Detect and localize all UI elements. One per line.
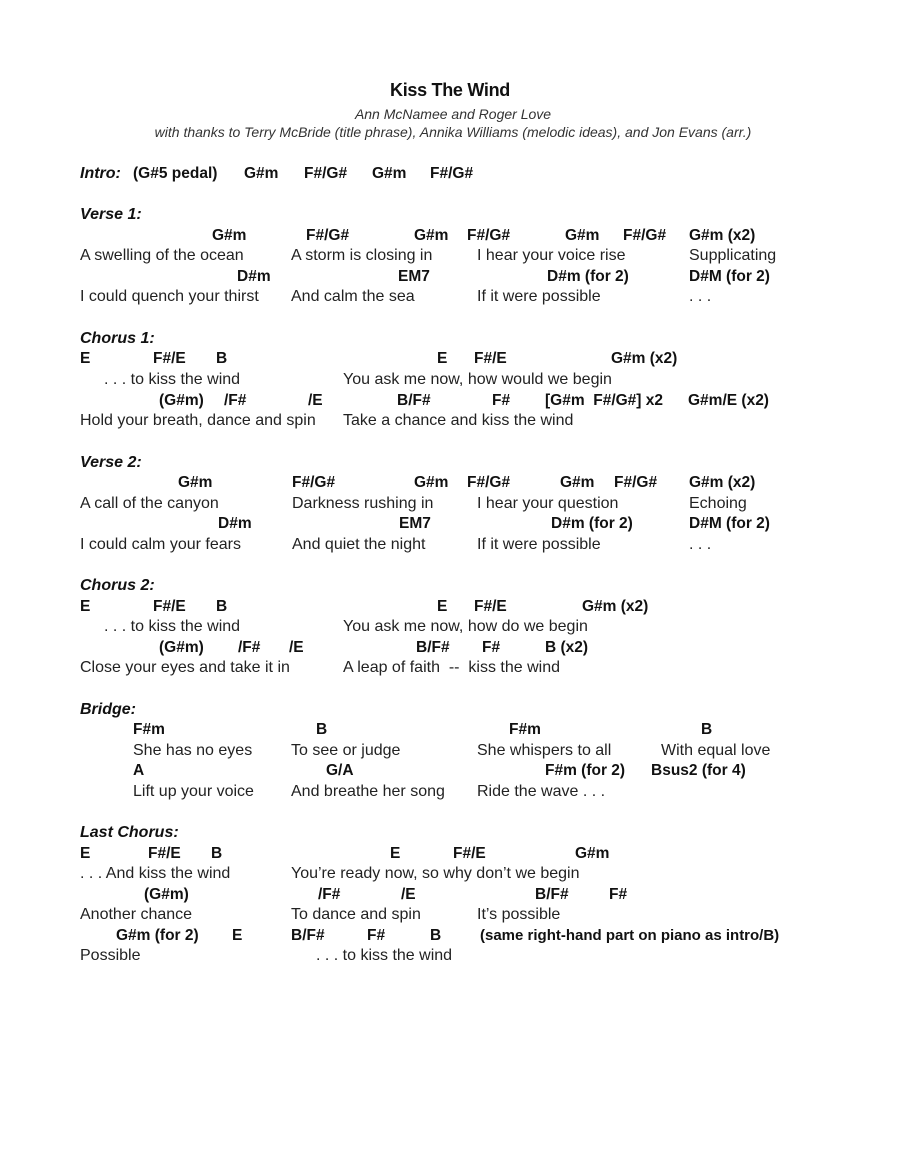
chord: G#m: [560, 474, 595, 491]
lyric: A swelling of the ocean: [80, 247, 244, 264]
song-credits: with thanks to Terry McBride (title phrase), Annika Williams (melodic ideas), and Jon Evans (arr.): [154, 124, 752, 140]
chord: F#: [609, 886, 628, 903]
lyric: A leap of faith -- kiss the wind: [343, 659, 560, 676]
chord: /F#: [318, 886, 341, 903]
section-label: Verse 1:: [80, 206, 142, 223]
chord: F#/E: [153, 598, 186, 615]
lyric: A storm is closing in: [291, 247, 433, 264]
lyric: And quiet the night: [292, 536, 426, 553]
chord: F#: [367, 927, 386, 944]
chord: B: [701, 721, 713, 738]
chord: B: [216, 350, 228, 367]
lyric: To see or judge: [291, 742, 401, 759]
lyric: Possible: [80, 947, 141, 964]
chord: D#m (for 2): [547, 268, 629, 285]
chord: D#m (for 2): [551, 515, 633, 532]
song-title: Kiss The Wind: [390, 80, 510, 100]
lyric: She whispers to all: [477, 742, 612, 759]
lyric: And calm the sea: [291, 288, 415, 305]
chord: G#m: [575, 845, 610, 862]
chord: G#m: [212, 227, 247, 244]
chord: B: [430, 927, 442, 944]
chord: (G#m): [144, 886, 189, 903]
chord: F#/G#: [430, 165, 474, 182]
lyric: . . .: [689, 288, 712, 305]
chord: F#/G#: [304, 165, 348, 182]
chord: [G#m F#/G#] x2: [545, 392, 664, 409]
chord: E: [390, 845, 401, 862]
performance-note: (same right-hand part on piano as intro/B): [480, 927, 780, 944]
chord: G#m: [244, 165, 279, 182]
lyric: If it were possible: [477, 536, 601, 553]
chord: F#: [492, 392, 511, 409]
chord: E: [80, 350, 91, 367]
lyric: Echoing: [689, 495, 747, 512]
chord: G#m (x2): [689, 227, 756, 244]
lyric: Hold your breath, dance and spin: [80, 412, 316, 429]
chord: F#/E: [474, 350, 507, 367]
chord: F#/G#: [467, 227, 511, 244]
lyric: And breathe her song: [291, 783, 445, 800]
lyric: I could calm your fears: [80, 536, 241, 553]
chord: /E: [289, 639, 304, 656]
chord: E: [80, 598, 91, 615]
chord: G#m: [414, 227, 449, 244]
lyric: . . . to kiss the wind: [316, 947, 453, 964]
section-label: Verse 2:: [80, 454, 142, 471]
chord: G#m (x2): [582, 598, 649, 615]
lyric: You ask me now, how do we begin: [343, 618, 588, 635]
chord: (G#5 pedal): [133, 165, 218, 182]
lyric: . . .: [689, 536, 712, 553]
lyric: You’re ready now, so why don’t we begin: [291, 865, 580, 882]
lyric: You ask me now, how would we begin: [343, 371, 612, 388]
lyric: If it were possible: [477, 288, 601, 305]
section-label: Chorus 1:: [80, 330, 155, 347]
chord: E: [437, 350, 448, 367]
chord: D#m: [218, 515, 252, 532]
chord: F#m: [509, 721, 541, 738]
chord: B/F#: [397, 392, 431, 409]
chord: A: [133, 762, 145, 779]
chord: F#/E: [153, 350, 186, 367]
chord: E: [232, 927, 243, 944]
chord: Bsus2 (for 4): [651, 762, 746, 779]
chord: (G#m): [159, 639, 204, 656]
lyric: She has no eyes: [133, 742, 253, 759]
chord: B: [211, 845, 223, 862]
chord: B (x2): [545, 639, 589, 656]
chord: F#/E: [474, 598, 507, 615]
chord: /E: [308, 392, 323, 409]
chord: /F#: [238, 639, 261, 656]
lyric: I hear your voice rise: [477, 247, 626, 264]
lyric: Another chance: [80, 906, 193, 923]
lyric: Lift up your voice: [133, 783, 254, 800]
lyric: Take a chance and kiss the wind: [343, 412, 574, 429]
lyric: Ride the wave . . .: [477, 783, 606, 800]
chord: B/F#: [535, 886, 569, 903]
chord: D#M (for 2): [689, 515, 770, 532]
chord: EM7: [399, 515, 431, 532]
lyric: With equal love: [661, 742, 771, 759]
lyric: To dance and spin: [291, 906, 421, 923]
chord: G#m: [372, 165, 407, 182]
section-label: Chorus 2:: [80, 577, 155, 594]
lyric: . . . to kiss the wind: [104, 618, 241, 635]
chord: EM7: [398, 268, 430, 285]
chord: F#/E: [148, 845, 181, 862]
chord: D#m: [237, 268, 271, 285]
lyric: Darkness rushing in: [292, 495, 434, 512]
chord: G#m/E (x2): [688, 392, 769, 409]
song-authors: Ann McNamee and Roger Love: [354, 106, 552, 122]
chord: G#m: [414, 474, 449, 491]
chord: E: [80, 845, 91, 862]
chord: B/F#: [291, 927, 325, 944]
chord: F#/G#: [306, 227, 350, 244]
section-label: Last Chorus:: [80, 824, 179, 841]
lyric: It’s possible: [477, 906, 561, 923]
chord: F#/G#: [292, 474, 336, 491]
lyric: I hear your question: [477, 495, 619, 512]
chord: /E: [401, 886, 416, 903]
chord: B: [216, 598, 228, 615]
chord: F#/G#: [623, 227, 667, 244]
lyric: A call of the canyon: [80, 495, 219, 512]
chord: F#/G#: [614, 474, 658, 491]
lyric: I could quench your thirst: [80, 288, 259, 305]
chord: G#m (x2): [611, 350, 678, 367]
lyric: Close your eyes and take it in: [80, 659, 290, 676]
chord: /F#: [224, 392, 247, 409]
lyric: . . . to kiss the wind: [104, 371, 241, 388]
chord: G#m: [565, 227, 600, 244]
section-label: Bridge:: [80, 701, 136, 718]
chord: F#m: [133, 721, 165, 738]
chord: E: [437, 598, 448, 615]
chord: B/F#: [416, 639, 450, 656]
chord: G#m (x2): [689, 474, 756, 491]
chord: G/A: [326, 762, 354, 779]
lyric: Supplicating: [689, 247, 777, 264]
chord: D#M (for 2): [689, 268, 770, 285]
chord: (G#m): [159, 392, 204, 409]
chord: B: [316, 721, 328, 738]
chord: F#/G#: [467, 474, 511, 491]
chord: G#m (for 2): [116, 927, 199, 944]
chord: F#m (for 2): [545, 762, 626, 779]
section-label: Intro:: [80, 165, 121, 182]
chord: F#/E: [453, 845, 486, 862]
lyric: . . . And kiss the wind: [80, 865, 231, 882]
chord: G#m: [178, 474, 213, 491]
chord: F#: [482, 639, 501, 656]
